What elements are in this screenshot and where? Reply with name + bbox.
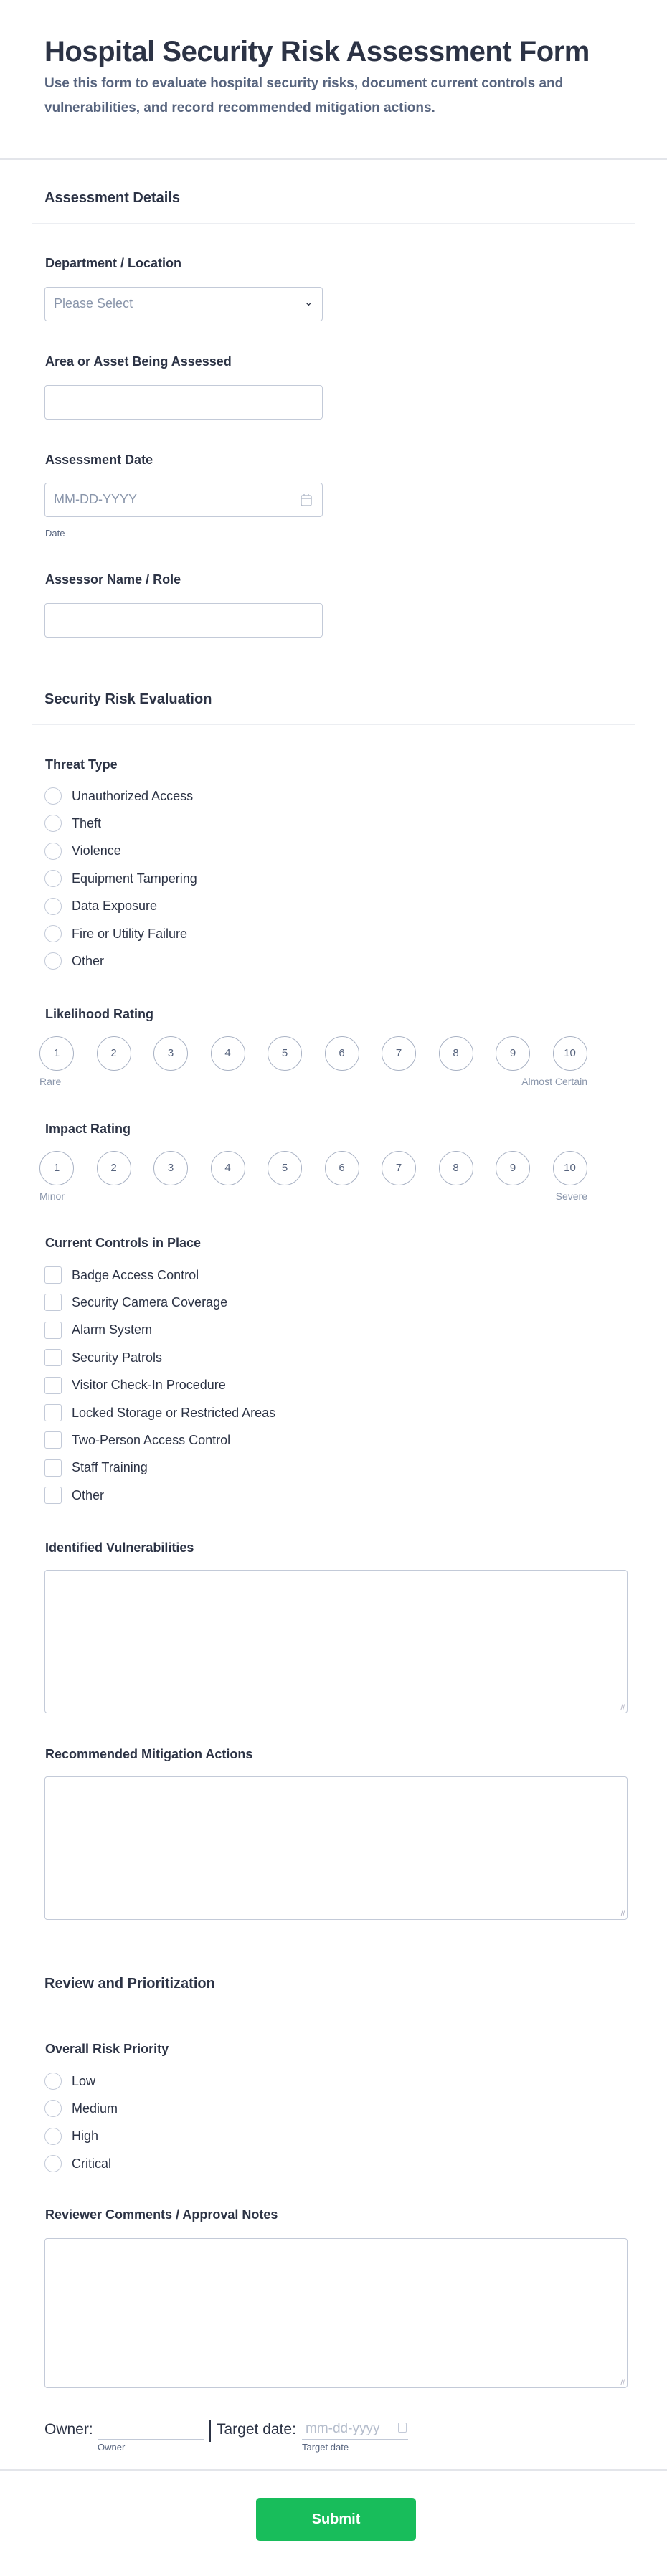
impact-option-10[interactable]: 10 <box>553 1151 587 1185</box>
likelihood-option-4[interactable]: 4 <box>211 1036 245 1071</box>
priority-label: Overall Risk Priority <box>45 2042 169 2056</box>
radio-button[interactable] <box>44 2100 62 2117</box>
radio-button[interactable] <box>44 2155 62 2172</box>
option-label: Other <box>72 953 105 968</box>
checkbox-option[interactable] <box>44 1458 148 1478</box>
target-date-sublabel: Target date <box>302 2442 349 2453</box>
checkbox[interactable] <box>44 1459 62 1477</box>
date-placeholder: MM-DD-YYYY <box>54 492 137 506</box>
chevron-down-icon: ⌄ <box>303 296 313 308</box>
footer-divider <box>0 2469 667 2471</box>
option-label: Alarm System <box>72 1322 153 1337</box>
radio-option[interactable] <box>44 2098 118 2118</box>
option-label: Staff Training <box>72 1460 148 1475</box>
likelihood-option-1[interactable]: 1 <box>39 1036 74 1071</box>
radio-button[interactable] <box>44 2073 62 2090</box>
threat-type-label: Threat Type <box>45 757 118 772</box>
radio-option[interactable] <box>44 786 193 806</box>
radio-option[interactable] <box>44 951 104 971</box>
vulnerabilities-label: Identified Vulnerabilities <box>45 1540 194 1555</box>
likelihood-option-7[interactable]: 7 <box>382 1036 416 1071</box>
likelihood-option-9[interactable]: 9 <box>496 1036 530 1071</box>
option-label: Low <box>72 2073 96 2088</box>
impact-option-8[interactable]: 8 <box>439 1151 473 1185</box>
radio-option[interactable] <box>44 813 101 833</box>
option-label: Security Patrols <box>72 1350 163 1365</box>
likelihood-option-2[interactable]: 2 <box>97 1036 131 1071</box>
checkbox-option[interactable] <box>44 1320 152 1340</box>
radio-option[interactable] <box>44 2154 111 2174</box>
impact-option-7[interactable]: 7 <box>382 1151 416 1185</box>
calendar-icon[interactable] <box>398 2423 407 2433</box>
section-title-evaluation: Security Risk Evaluation <box>44 691 212 707</box>
option-label: High <box>72 2128 99 2144</box>
option-label: Locked Storage or Restricted Areas <box>72 1405 276 1420</box>
checkbox[interactable] <box>44 1322 62 1339</box>
target-date-placeholder: mm-dd-yyyy <box>306 2421 380 2436</box>
radio-option[interactable] <box>44 924 187 944</box>
impact-min-label: Minor <box>39 1190 65 1202</box>
impact-option-3[interactable]: 3 <box>153 1151 188 1185</box>
option-label: Equipment Tampering <box>72 871 197 886</box>
assessment-date-input[interactable] <box>44 483 323 517</box>
checkbox[interactable] <box>44 1266 62 1284</box>
radio-option[interactable] <box>44 841 121 861</box>
impact-option-1[interactable]: 1 <box>39 1151 74 1185</box>
option-label: Violence <box>72 843 121 858</box>
assessor-label: Assessor Name / Role <box>45 572 181 587</box>
likelihood-option-3[interactable]: 3 <box>153 1036 188 1071</box>
assessment-date-label: Assessment Date <box>45 453 153 467</box>
checkbox[interactable] <box>44 1431 62 1449</box>
likelihood-option-8[interactable]: 8 <box>439 1036 473 1071</box>
impact-option-9[interactable]: 9 <box>496 1151 530 1185</box>
radio-button[interactable] <box>44 815 62 832</box>
owner-sublabel: Owner <box>98 2442 126 2453</box>
comments-label: Reviewer Comments / Approval Notes <box>45 2207 278 2222</box>
radio-option[interactable] <box>44 2071 95 2091</box>
radio-button[interactable] <box>44 2128 62 2145</box>
impact-option-4[interactable]: 4 <box>211 1151 245 1185</box>
checkbox[interactable] <box>44 1487 62 1504</box>
department-label: Department / Location <box>45 256 182 270</box>
department-select[interactable] <box>44 287 323 321</box>
section-title-details: Assessment Details <box>44 190 180 206</box>
area-input[interactable] <box>44 385 323 420</box>
comments-textarea[interactable] <box>44 2238 628 2388</box>
option-label: Critical <box>72 2156 112 2171</box>
section-divider <box>32 724 635 725</box>
option-label: Unauthorized Access <box>72 788 194 803</box>
checkbox[interactable] <box>44 1349 62 1366</box>
checkbox-option[interactable] <box>44 1485 104 1505</box>
section-divider <box>32 223 635 224</box>
impact-option-5[interactable]: 5 <box>268 1151 302 1185</box>
page-title: Hospital Security Risk Assessment Form <box>44 36 590 67</box>
page-description: Use this form to evaluate hospital security risks, document current controls and vulnerabilities, and record recommended mitigation actions. <box>44 76 564 115</box>
likelihood-option-5[interactable]: 5 <box>268 1036 302 1071</box>
option-label: Fire or Utility Failure <box>72 926 188 941</box>
date-sublabel: Date <box>45 528 65 539</box>
controls-label: Current Controls in Place <box>45 1236 202 1250</box>
option-label: Other <box>72 1487 105 1502</box>
impact-label: Impact Rating <box>45 1122 131 1136</box>
impact-max-label: Severe <box>555 1190 587 1202</box>
option-label: Security Camera Coverage <box>72 1294 228 1310</box>
checkbox[interactable] <box>44 1377 62 1394</box>
radio-option[interactable] <box>44 868 197 889</box>
field-separator <box>209 2420 211 2442</box>
option-label: Medium <box>72 2101 118 2116</box>
checkbox-option[interactable] <box>44 1403 275 1423</box>
radio-button[interactable] <box>44 952 62 970</box>
likelihood-max-label: Almost Certain <box>521 1076 587 1087</box>
department-placeholder: Please Select <box>54 296 133 311</box>
area-label: Area or Asset Being Assessed <box>45 354 232 369</box>
likelihood-min-label: Rare <box>39 1076 62 1087</box>
calendar-icon[interactable] <box>301 493 312 506</box>
resize-handle-icon[interactable]: // <box>620 1910 625 1918</box>
assessor-input[interactable] <box>44 603 323 638</box>
option-label: Visitor Check-In Procedure <box>72 1378 226 1393</box>
resize-handle-icon[interactable]: // <box>620 1704 625 1712</box>
checkbox-option[interactable] <box>44 1265 199 1285</box>
mitigation-label: Recommended Mitigation Actions <box>45 1747 253 1761</box>
impact-option-6[interactable]: 6 <box>325 1151 359 1185</box>
radio-button[interactable] <box>44 925 62 942</box>
target-date-label: Target date: <box>217 2421 296 2438</box>
radio-button[interactable] <box>44 898 62 915</box>
likelihood-label: Likelihood Rating <box>45 1007 153 1021</box>
option-label: Badge Access Control <box>72 1267 199 1282</box>
checkbox-option[interactable] <box>44 1348 162 1368</box>
target-date-input[interactable] <box>302 2418 408 2440</box>
likelihood-option-10[interactable]: 10 <box>553 1036 587 1071</box>
checkbox-option[interactable] <box>44 1292 227 1312</box>
vulnerabilities-textarea[interactable] <box>44 1570 628 1713</box>
submit-button[interactable]: Submit <box>256 2498 416 2541</box>
checkbox[interactable] <box>44 1294 62 1311</box>
owner-input[interactable] <box>98 2418 204 2440</box>
radio-button[interactable] <box>44 787 62 805</box>
checkbox-option[interactable] <box>44 1430 230 1450</box>
option-label: Theft <box>72 815 102 830</box>
option-label: Data Exposure <box>72 899 158 914</box>
option-label: Two-Person Access Control <box>72 1432 231 1447</box>
header-divider <box>0 158 667 160</box>
checkbox-option[interactable] <box>44 1375 226 1396</box>
likelihood-option-6[interactable]: 6 <box>325 1036 359 1071</box>
mitigation-textarea[interactable] <box>44 1776 628 1920</box>
radio-button[interactable] <box>44 843 62 860</box>
checkbox[interactable] <box>44 1404 62 1421</box>
radio-option[interactable] <box>44 2126 98 2146</box>
impact-option-2[interactable]: 2 <box>97 1151 131 1185</box>
resize-handle-icon[interactable]: // <box>620 2379 625 2387</box>
section-title-review: Review and Prioritization <box>44 1976 215 1992</box>
radio-option[interactable] <box>44 896 157 917</box>
radio-button[interactable] <box>44 870 62 887</box>
owner-label: Owner: <box>44 2421 93 2438</box>
